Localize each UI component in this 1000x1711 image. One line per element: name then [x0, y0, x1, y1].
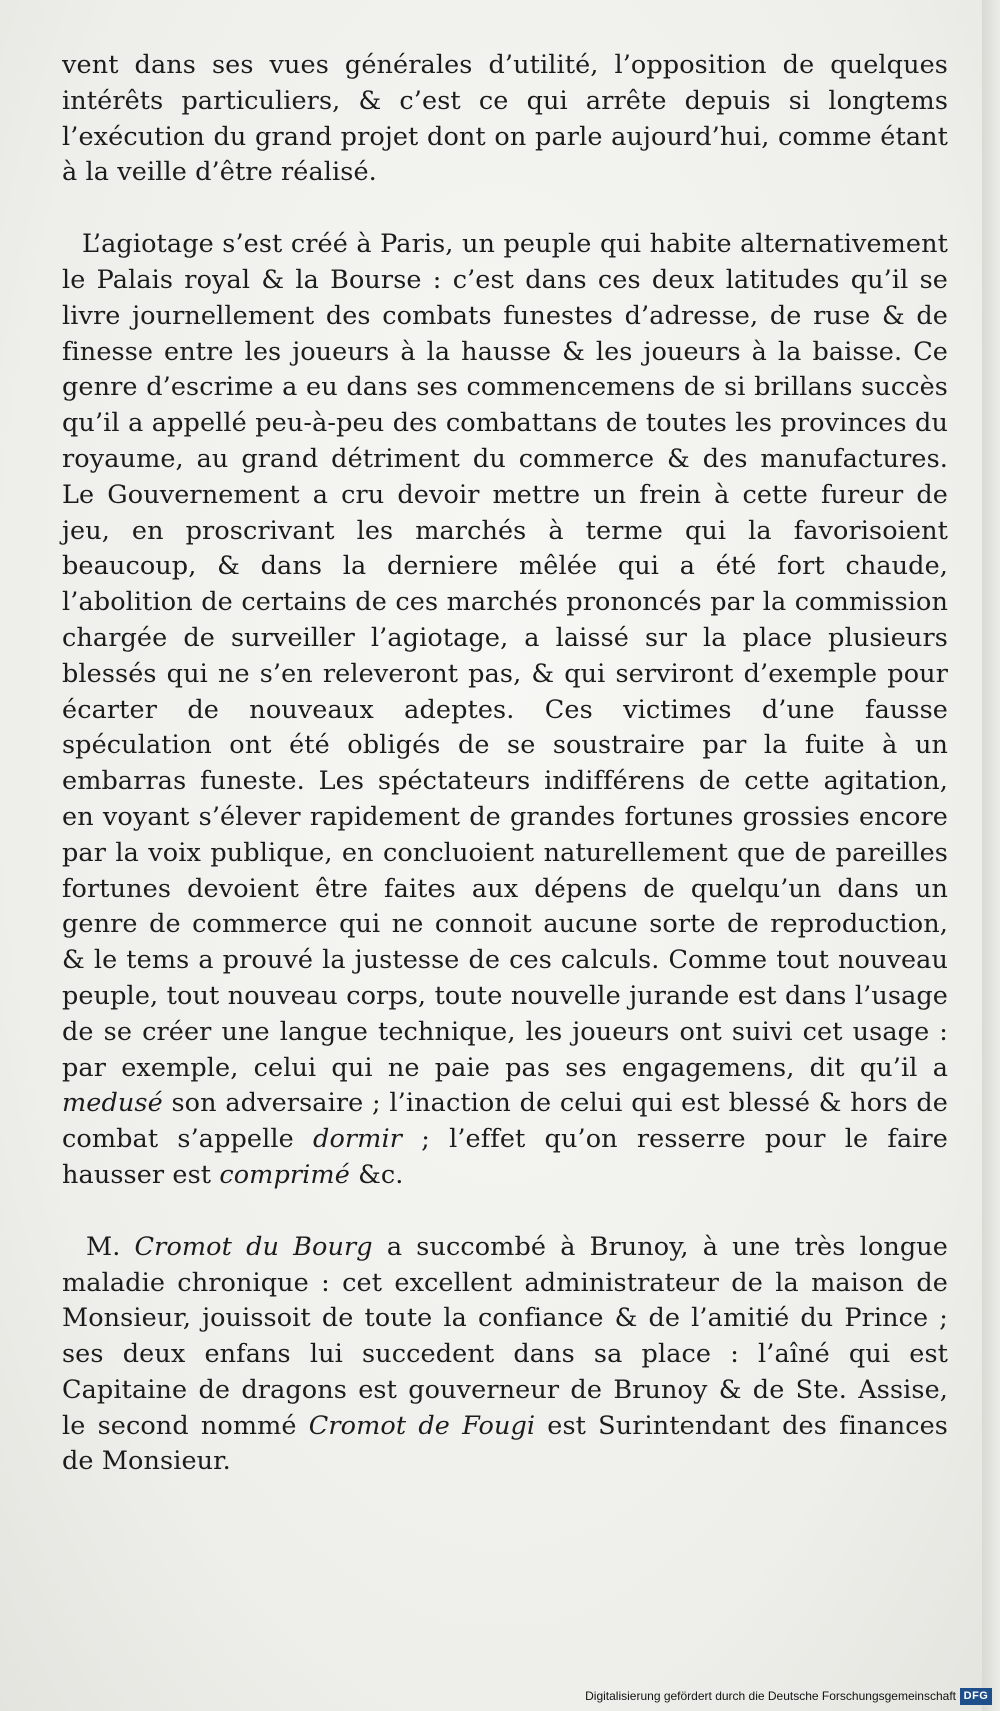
- paragraph-3-text-c: est Surintendant des finances de Monsieur.: [62, 1410, 948, 1477]
- italic-term-comprimé: comprimé: [219, 1159, 350, 1190]
- paragraph-1-text: vent dans ses vues générales d’utilité, l’opposition de quelques intérêts particuliers, & c’est ce qui arrête depuis si longtems l’exécution du grand projet dont on parle aujourd’hui, comme étant à la veille d’être réalisé.: [62, 50, 948, 188]
- paragraph-2: [62, 227, 948, 1194]
- paragraph-2-text-b: son adversaire ; l’inaction de celui qui est blessé & hors de combat s’appelle: [62, 1088, 948, 1155]
- paragraph-2-text-d: &c.: [349, 1159, 404, 1190]
- italic-term-medusé: medusé: [62, 1088, 163, 1119]
- scan-edge: [982, 0, 1000, 1711]
- footer-credit: Digitalisierung gefördert durch die Deutsche Forschungsgemeinschaft: [585, 1689, 956, 1703]
- paragraph-3: [62, 1230, 948, 1481]
- paragraph-1: [62, 48, 948, 191]
- italic-term-dormir: dormir: [313, 1124, 403, 1155]
- italic-name-cromot-du-bourg: Cromot du Bourg: [134, 1231, 373, 1262]
- italic-name-cromot-de-fougi: Cromot de Fougi: [308, 1410, 536, 1441]
- digitization-footer: [0, 1681, 1000, 1711]
- page-text: [62, 48, 948, 1516]
- paragraph-3-text-b: a succombé à Brunoy, à une très longue maladie chronique : cet excellent administrateur de la maison de Monsieur, jouissoit de toute la confiance & de l’amitié du Prince ; ses deux enfans lui succedent dans sa place : l’aîné qui est Capitaine de dragons est gouverneur de Brunoy & de Ste. Assise, le second nommé: [62, 1231, 948, 1441]
- dfg-logo-icon: DFG: [960, 1688, 992, 1705]
- paragraph-2-text-c: ; l’effet qu’on resserre pour le faire hausser est: [62, 1124, 948, 1190]
- paragraph-2-text-a: L’agiotage s’est créé à Paris, un peuple qui habite alternativement le Palais royal & la Bourse : c’est dans ces deux latitudes qu’il se livre journellement des combats funestes d’adresse, de ruse & de finesse entre les joueurs à la hausse & les joueurs à la baisse. Ce genre d’escrime a eu dans ses commencemens de si brillans succès qu’il a appellé peu-à-peu des combattans de toutes les provinces du royaume, au grand détriment du commerce & des manufactures. Le Gouvernement a cru devoir mettre un frein à cette fureur de jeu, en proscrivant les marchés à terme qui la favorisoient beaucoup, & dans la derniere mêlée qui a été fort chaude, l’abolition de certains de ces marchés prononcés par la commission chargée de surveiller l’agiotage, a laissé sur la place plusieurs blessés qui ne s’en releveront pas, & qui serviront d’exemple pour écarter de nouveaux adeptes. Ces victimes d’une fausse spéculation ont été obligés de se soustraire par la fuite à un embarras funeste. Les spéctateurs indifférens de cette agitation, en voyant s’élever rapidement de grandes fortunes grossies encore par la voix publique, en concluoient naturellement que de pareilles fortunes devoient être faites aux dépens de quelqu’un dans un genre de commerce qui ne connoit aucune sorte de reproduction, & le tems a prouvé la justesse de ces calculs. Comme tout nouveau peuple, tout nouveau corps, toute nouvelle jurande est dans l’usage de se créer une langue technique, les joueurs ont suivi cet usage : par exemple, celui qui ne paie pas ses engagemens, dit qu’il a: [62, 229, 948, 1083]
- paragraph-3-text-a: M.: [86, 1231, 135, 1262]
